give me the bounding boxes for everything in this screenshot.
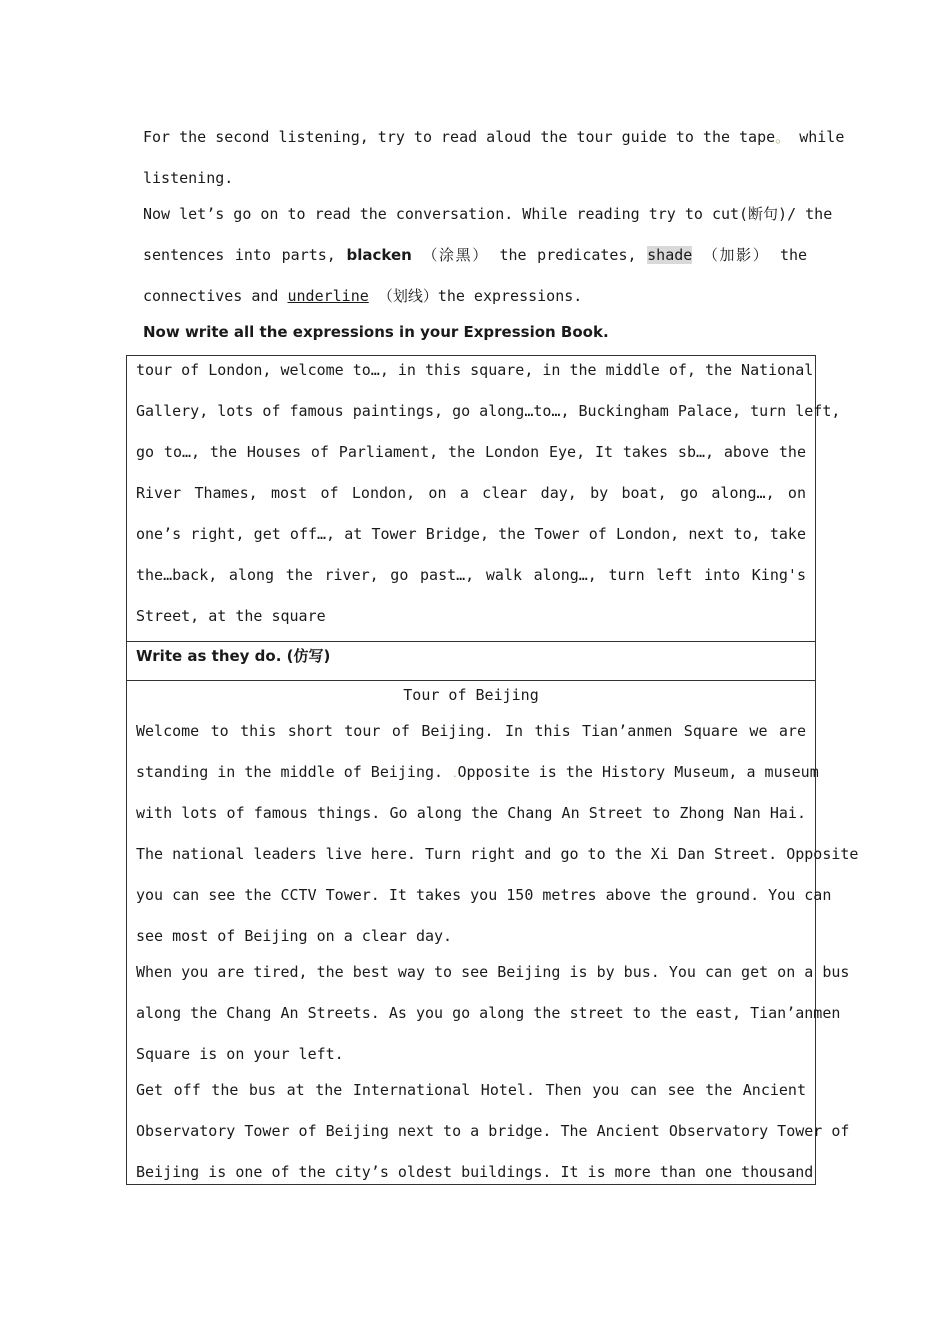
tour-line: Observatory Tower of Beijing next to a bridge. The Ancient Observatory Tower of: [136, 1122, 850, 1140]
expression-line: tour of London, welcome to…, in this square, in the middle of, the National: [136, 361, 814, 379]
expressions-cell: [127, 356, 841, 642]
expression-book-instruction: Now write all the expressions in your Expression Book.: [143, 323, 609, 341]
blacken-word: blacken: [346, 246, 412, 264]
tour-line: with lots of famous things. Go along the Chang An Street to Zhong Nan Hai.: [136, 804, 806, 822]
expression-line: the…back, along the river, go past…, walk along…, turn left into King's: [136, 566, 806, 584]
intro-text: while: [799, 128, 845, 146]
intro-text: （涂黑） the predicates,: [422, 246, 637, 264]
tour-line: Beijing is one of the city’s oldest buildings. It is more than one thousand: [136, 1163, 814, 1181]
intro-line-4: [143, 245, 807, 265]
write-heading-cell: [127, 642, 816, 681]
worksheet-table: [126, 355, 859, 1185]
expression-line: one’s right, get off…, at Tower Bridge, the Tower of London, next to, take: [136, 525, 806, 543]
green-dot: 。: [775, 128, 791, 146]
expression-line: Gallery, lots of famous paintings, go along…to…, Buckingham Palace, turn left,: [136, 402, 841, 420]
tour-line: Square is on your left.: [136, 1045, 344, 1063]
tour-row: [127, 681, 816, 1185]
tour-line: along the Chang An Streets. As you go along the street to the east, Tian’anmen: [136, 1004, 841, 1022]
intro-text: connectives and: [143, 287, 279, 305]
green-dot: .: [452, 770, 458, 780]
underline-word: underline: [287, 287, 369, 305]
write-heading: Write as they do. (仿写): [136, 647, 331, 665]
tour-line: you can see the CCTV Tower. It takes you 150 metres above the ground. You can: [136, 886, 832, 904]
tour-text: Opposite is the History Museum, a museum: [457, 763, 819, 781]
tour-line: The national leaders live here. Turn right and go to the Xi Dan Street. Opposite: [136, 845, 859, 863]
tour-line: When you are tired, the best way to see Beijing is by bus. You can get on a bus: [136, 963, 850, 981]
tour-text: standing in the middle of Beijing.: [136, 763, 453, 781]
tour-line: see most of Beijing on a clear day.: [136, 927, 453, 945]
tour-line: Get off the bus at the International Hotel. Then you can see the Ancient: [136, 1081, 806, 1099]
tour-cell: [127, 681, 859, 1185]
intro-line-1: [143, 127, 845, 147]
tour-line: Welcome to this short tour of Beijing. In this Tian’anmen Square we are: [136, 722, 806, 740]
intro-line-5: [143, 286, 807, 306]
expression-line: go to…, the Houses of Parliament, the London Eye, It takes sb…, above the: [136, 443, 806, 461]
expression-line: River Thames, most of London, on a clear day, by boat, go along…, on: [136, 484, 806, 502]
expressions-row: [127, 356, 816, 642]
intro-line-2: listening.: [143, 169, 234, 187]
tour-line: [136, 762, 819, 782]
tour-title: Tour of Beijing: [403, 686, 539, 704]
intro-text: sentences into parts,: [143, 246, 336, 264]
intro-text: （加影） the: [702, 246, 808, 264]
expression-line: Street, at the square: [136, 607, 326, 625]
intro-text: For the second listening, try to read aloud the tour guide to the tape: [143, 128, 776, 146]
intro-text: （划线）the expressions.: [377, 287, 583, 305]
write-heading-row: [127, 642, 816, 681]
intro-line-3: Now let’s go on to read the conversation. While reading try to cut(断句)/ the: [143, 205, 833, 223]
shade-word: shade: [647, 246, 693, 264]
